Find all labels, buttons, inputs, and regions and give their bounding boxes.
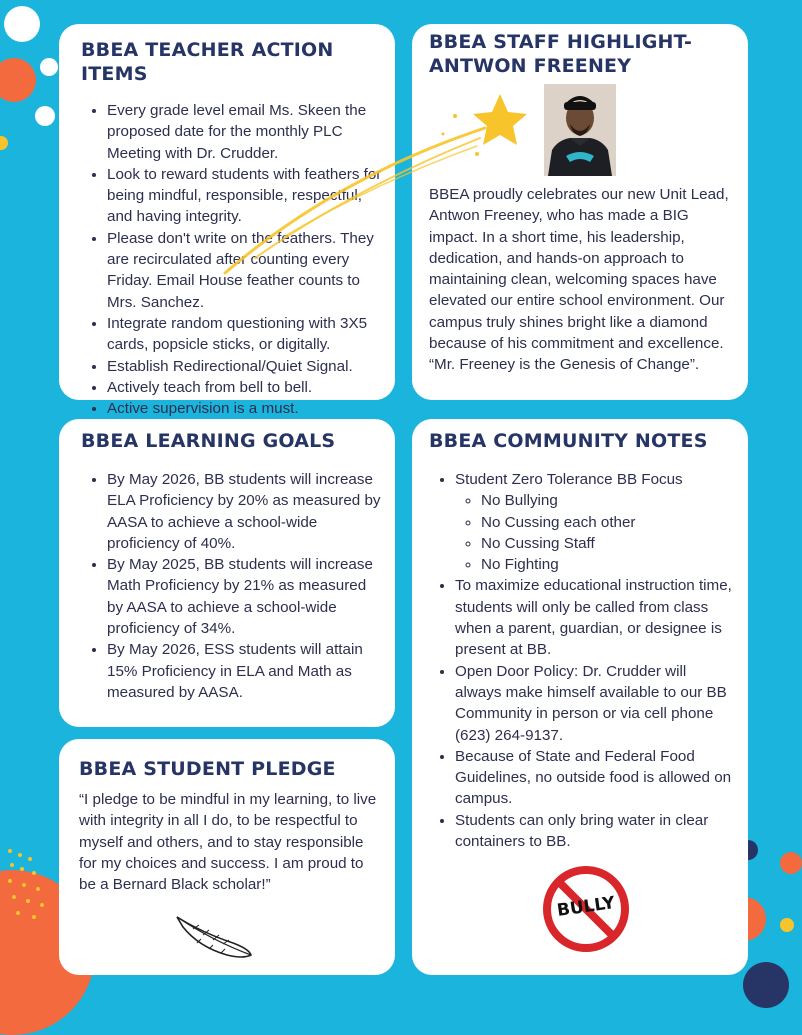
- list-item: • Establish Redirectional/Quiet Signal.: [107, 356, 383, 377]
- bully-sign-text: BULLY: [555, 893, 617, 921]
- decor-circle: [780, 852, 802, 874]
- list-item: • Integrate random questioning with 3X5 cards, popsicle sticks, or digitally.: [107, 313, 383, 356]
- list-item: • By May 2026, BB students will increase ELA Proficiency by 20% as measured by AASA to achieve a school-wide proficiency of 40%.: [107, 469, 383, 554]
- decor-dots: [4, 845, 64, 925]
- staff-highlight-body: BBEA proudly celebrates our new Unit Lead, Antwon Freeney, who has made a BIG impact. In a short time, his leadership, dedication, and hands-on approach to maintaining clean, welcoming spaces have elevated our entire school environment. Our campus truly shines bright like a diamond because of his commitment and excellence. “Mr. Freeney is the Genesis of Change”.: [429, 186, 729, 374]
- feather-icon: [173, 913, 255, 961]
- list-item: • By May 2026, ESS students will attain 15% Proficiency in ELA and Math as measured by AASA.: [107, 639, 383, 703]
- student-pledge-body: “I pledge to be mindful in my learning, to live with integrity in all I do, to be respectful to myself and others, and to stay responsible for my choices and success. I am proud to be a Bernard Black scholar!”: [79, 791, 377, 894]
- no-bullying-sign-icon: [542, 865, 630, 953]
- sub-list-item: ◦ No Fighting: [481, 554, 736, 575]
- learning-goals-title: BBEA LEARNING GOALS: [81, 430, 336, 452]
- list-item: • Active supervision is a must.: [107, 398, 383, 419]
- focus-label: Student Zero Tolerance BB Focus: [455, 471, 683, 488]
- list-item: • Please don't write on the feathers. They are recirculated after counting every Friday. Email House feather counts to Mrs. Sanchez.: [107, 228, 383, 313]
- shooting-star-icon: [215, 88, 535, 278]
- community-notes-title: BBEA COMMUNITY NOTES: [429, 430, 708, 452]
- staff-highlight-title-line2: ANTWON FREENEY: [429, 55, 632, 77]
- decor-circle: [4, 6, 40, 42]
- decor-circle: [40, 58, 58, 76]
- list-item: • Actively teach from bell to bell.: [107, 377, 383, 398]
- student-pledge-card: [59, 739, 395, 975]
- sub-list-item: ◦ No Cussing each other: [481, 512, 736, 533]
- list-item: • To maximize educational instruction time, students will only be called from class when a parent, guardian, or designee is present at BB.: [455, 575, 736, 660]
- decor-circle: [780, 918, 794, 932]
- student-pledge-title: BBEA STUDENT PLEDGE: [79, 758, 336, 780]
- decor-circle: [0, 136, 8, 150]
- teacher-action-title: BBEA TEACHER ACTION ITEMS: [81, 39, 334, 85]
- community-notes-card: [412, 419, 748, 975]
- staff-highlight-title: [429, 30, 734, 78]
- list-item: • Because of State and Federal Food Guidelines, no outside food is allowed on campus.: [455, 746, 736, 810]
- focus-sublist: [455, 490, 736, 575]
- sub-list-item: ◦ No Cussing Staff: [481, 533, 736, 554]
- list-item: [455, 469, 736, 575]
- list-item: • Look to reward students with feathers for being mindful, responsible, respectful, and having integrity.: [107, 164, 383, 228]
- list-item: • By May 2025, BB students will increase Math Proficiency by 21% as measured by AASA to achieve a school-wide proficiency of 34%.: [107, 554, 383, 639]
- learning-goals-card: [59, 419, 395, 727]
- list-item: • Open Door Policy: Dr. Crudder will always make himself available to our BB Community in person or via cell phone (623) 264-9137.: [455, 661, 736, 746]
- decor-circle: [35, 106, 55, 126]
- list-item: • Every grade level email Ms. Skeen the proposed date for the monthly PLC Meeting with Dr. Crudder.: [107, 100, 383, 164]
- list-item: • Students can only bring water in clear containers to BB.: [455, 810, 736, 853]
- sub-list-item: ◦ No Bullying: [481, 490, 736, 511]
- community-notes-list: [429, 469, 736, 852]
- decor-circle: [0, 58, 36, 102]
- staff-photo: [544, 84, 616, 176]
- learning-goals-list: [81, 469, 383, 703]
- decor-circle: [743, 962, 789, 1008]
- staff-highlight-title-line1: BBEA STAFF HIGHLIGHT-: [429, 31, 693, 53]
